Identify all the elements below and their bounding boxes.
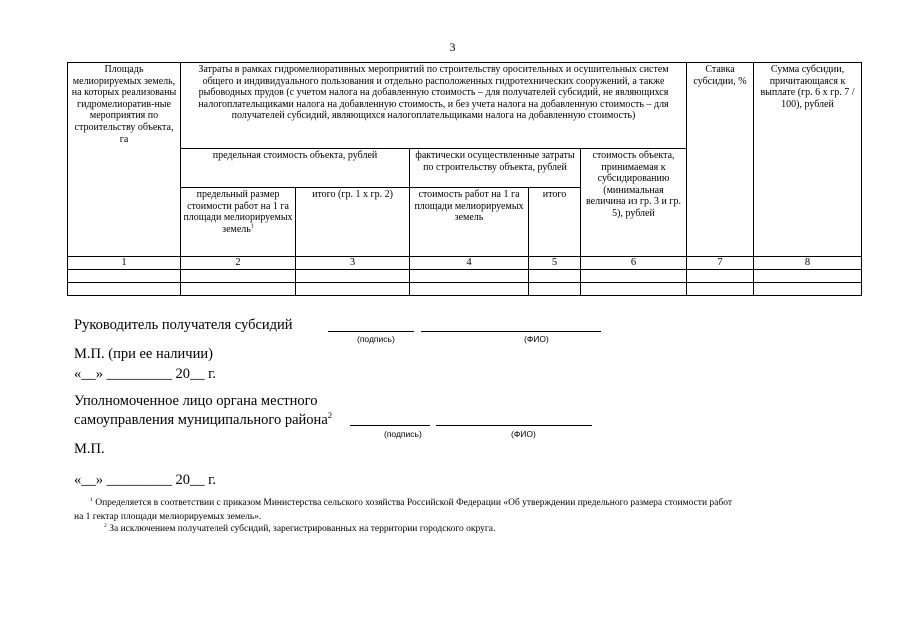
footnote-1-line-1: $^1$ Определяется в соответствии с приказом Министерства сельского хозяйства Российской Федерации «Об утверждении предельного размера стоимости работ [90, 496, 732, 508]
table-cell[interactable] [410, 283, 529, 296]
header-actual-cost: фактически осуществленные затраты по строительству объекта, рублей [410, 149, 581, 188]
header-sum: Сумма субсидии, причитающаяся к выплате (гр. 6 х гр. 7 / 100), рублей [754, 63, 862, 257]
signature-line[interactable] [328, 331, 414, 332]
mp-label: М.П. [74, 441, 105, 457]
header-accepted-cost: стоимость объекта, принимаемая к субсидированию (минимальная величина из гр. 3 и гр. 5), рублей [581, 149, 687, 257]
header-col2: предельный размер стоимости работ на 1 га площади мелиорируемых земель$^1$ [181, 188, 296, 257]
col-number: 1 [68, 257, 181, 270]
table-cell[interactable] [529, 270, 581, 283]
table-cell[interactable] [181, 270, 296, 283]
col-number: 3 [296, 257, 410, 270]
table-cell[interactable] [529, 283, 581, 296]
header-col3: итого (гр. 1 х гр. 2) [296, 188, 410, 257]
fio-line[interactable] [436, 425, 592, 426]
page-number: 3 [449, 40, 456, 54]
table-cell[interactable] [754, 270, 862, 283]
col-number: 7 [687, 257, 754, 270]
table-cell[interactable] [687, 283, 754, 296]
mp-optional: М.П. (при ее наличии) [74, 346, 213, 362]
header-area: Площадь мелиорируемых земель, на которых реализованы гидромелиоратив-ные мероприятия по строительству объекта, га [68, 63, 181, 257]
table-cell[interactable] [581, 283, 687, 296]
date-line: «__» _________ 20__ г. [74, 366, 217, 382]
table-cell[interactable] [296, 283, 410, 296]
col-number: 6 [581, 257, 687, 270]
footnote-1-line-2: на 1 гектар площади мелиорируемых земель». [74, 512, 262, 522]
table-cell[interactable] [296, 270, 410, 283]
fio-line[interactable] [421, 331, 601, 332]
table-cell[interactable] [581, 270, 687, 283]
col-number: 5 [529, 257, 581, 270]
header-rate: Ставка субсидии, % [687, 63, 754, 257]
table-cell[interactable] [410, 270, 529, 283]
table-cell[interactable] [181, 283, 296, 296]
header-costs: Затраты в рамках гидромелиоративных мероприятий по строительству оросительных и осушительных систем общего и индивидуального пользования и отдельно расположенных гидротехнических сооружений, а также рыбоводных прудов (с учетом налога на добавленную стоимость – для получателей субсидий, не являющихся налогоплательщиками налога на добавленную стоимость, и без учета налога на добавленную стоимость – для получателей субсидий, являющихся налогоплательщиками налога на добавленную стоимость) [181, 63, 687, 149]
date-line: «__» _________ 20__ г. [74, 472, 217, 488]
footnote-2: $^2$ За исключением получателей субсидий, зарегистрированных на территории городского округа. [104, 522, 496, 534]
table-cell[interactable] [68, 283, 181, 296]
col-number: 8 [754, 257, 862, 270]
header-col4: стоимость работ на 1 га площади мелиорируемых земель [410, 188, 529, 257]
column-number-row [68, 257, 862, 270]
podpis-caption: (подпись) [384, 429, 422, 439]
signature-line[interactable] [350, 425, 430, 426]
head-label: Руководитель получателя субсидий [74, 317, 293, 333]
fio-caption: (ФИО) [511, 429, 536, 439]
table-cell[interactable] [754, 283, 862, 296]
table-cell[interactable] [68, 270, 181, 283]
table-row [68, 270, 862, 283]
table-row [68, 283, 862, 296]
podpis-caption: (подпись) [357, 334, 395, 344]
table-cell[interactable] [687, 270, 754, 283]
col-number: 2 [181, 257, 296, 270]
authorized-line-2: самоуправления муниципального района$^2$ [74, 410, 333, 428]
fio-caption: (ФИО) [524, 334, 549, 344]
authorized-line-1: Уполномоченное лицо органа местного [74, 393, 318, 409]
header-max-cost: предельная стоимость объекта, рублей [181, 149, 410, 188]
header-col5: итого [529, 188, 581, 257]
col-number: 4 [410, 257, 529, 270]
subsidy-table [67, 62, 862, 296]
